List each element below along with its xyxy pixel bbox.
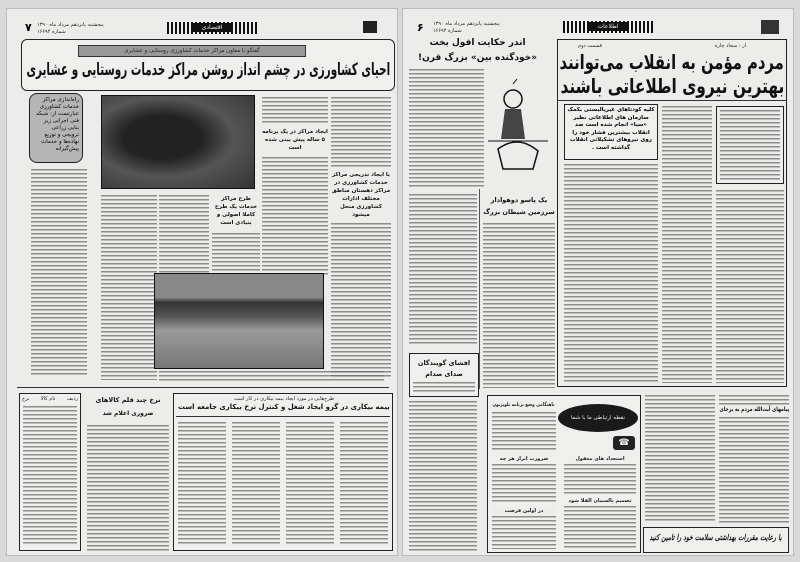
text-column	[720, 110, 780, 180]
cartoon-illustration	[483, 79, 553, 179]
text-column	[101, 195, 157, 380]
unemployment-article	[173, 393, 393, 551]
cartoon-title-2-wrap	[405, 54, 550, 63]
unemployment-headline-wrap	[178, 404, 390, 411]
banner-text-wrap	[650, 534, 782, 542]
readers-column-title: ناهنگامی وضع برنامه تلویزیون	[491, 402, 554, 408]
header-row-number: ردیف	[66, 396, 78, 402]
text-column	[87, 425, 169, 551]
rates-table	[19, 393, 81, 551]
box-title-1: افشای گویندگان	[417, 359, 471, 367]
newspaper-logo-icon	[363, 21, 377, 33]
readers-contact-badge	[558, 404, 638, 432]
text-column	[31, 169, 87, 376]
cartoon-title-1-wrap	[405, 39, 550, 48]
text-column	[262, 157, 328, 277]
text-column	[340, 422, 388, 546]
sub-head-3-wrap	[564, 498, 636, 504]
date-line: پنجشنبه پانزدهم مرداد ماه ۱۳۹۰	[37, 22, 104, 28]
section-bar	[563, 21, 653, 33]
cartoon-title-2: «خودگنده بین» بزرگ قرن!	[418, 53, 537, 63]
headline: احیای کشاورزی در چشم انداز روشن مراکز خدمات روستایی و عشایری	[26, 60, 390, 80]
sub-head-4: در اولین فرصت	[504, 508, 544, 514]
side-headline: پیامهای آیت‌الله مردم به برجای	[719, 406, 789, 413]
text-column	[409, 194, 477, 344]
article-2-title-2-wrap	[483, 209, 555, 216]
main-article	[557, 39, 787, 387]
article-2-title-1-wrap	[483, 197, 555, 204]
text-column	[716, 190, 784, 383]
headline-line-1-wrap	[560, 52, 784, 72]
cartoon-title-1: اندر حکایت افول بخت	[429, 38, 526, 48]
text-column	[212, 233, 260, 277]
sub-head-4-wrap	[492, 508, 556, 514]
unemployment-kicker: طرح‌هایی در مورد ایجاد بیمه بیکاری در کار است	[233, 396, 335, 402]
text-column	[178, 422, 226, 546]
headline-line-2: بهترین نیروی اطلاعاتی باشند	[560, 74, 784, 98]
headline-wrap	[26, 62, 390, 79]
telephone-icon: ☎	[613, 436, 635, 450]
text-column	[645, 395, 715, 523]
box-title-2-wrap	[410, 371, 478, 378]
side-box	[716, 106, 784, 184]
health-banner	[643, 527, 789, 553]
text-column	[262, 97, 328, 125]
text-column	[331, 97, 391, 167]
headline-line-2-wrap	[560, 76, 784, 96]
headline-line-1: مردم مؤمن به انقلاب می‌توانند	[559, 50, 785, 74]
text-column	[564, 164, 658, 383]
text-column	[719, 395, 789, 405]
rates-table-header	[22, 396, 78, 402]
pullquote-3: طرح مراکز خدمات یک طرح کاملا اصولی و بنیادی است	[212, 195, 260, 227]
text-column	[564, 464, 636, 494]
pullquote-4: با ایجاد تدریجی مراکز خدمات کشاورزی در مراکز دهستان مناطق مختلف ادارات کشاورزی منحل میشود	[331, 172, 391, 218]
text-column	[409, 69, 484, 189]
header-item-name: نام کالا	[40, 396, 56, 402]
unemployment-headline: بیمه بیکاری در گرو ایجاد شغل و کنترل نرخ بیکاری جامعه است	[178, 403, 390, 411]
byline: از : سجاد چاره	[714, 43, 746, 49]
kicker-box	[78, 45, 306, 57]
readers-column-title-wrap	[492, 402, 554, 408]
issue-number: شماره ۱۶۶۹۴	[433, 28, 462, 34]
headline-box	[21, 39, 395, 91]
section-label: اطلاعات	[587, 22, 628, 31]
readers-section	[487, 395, 641, 553]
sub-head-1: استعداد های مغفول	[575, 456, 625, 462]
rates-subtitle-wrap	[87, 411, 169, 417]
sub-head-2-wrap	[492, 456, 556, 462]
section-bar	[167, 22, 257, 34]
pullquote-2: ایجاد مراکز در یک برنامه ۵ ساله پیش بینی شده است	[262, 129, 328, 151]
unemployment-kicker-wrap	[178, 396, 390, 402]
page-number: ۷	[25, 21, 32, 34]
text-column	[286, 422, 334, 546]
text-column	[413, 382, 475, 394]
part-label: قسمت دوم	[578, 43, 602, 49]
banner-text: با رعایت مقررات بهداشتی سلامت خود را تامین کنید	[649, 533, 783, 542]
newspaper-logo-icon	[761, 20, 779, 34]
saddam-voice-box	[409, 353, 479, 397]
rates-title: نرخ چند قلم کالاهای	[95, 396, 161, 404]
article-2-title-2: سرزمین شیطان بزرگ	[483, 208, 555, 216]
box-title-1-wrap	[410, 360, 478, 367]
pullquote-box: راه‌اندازی مراکز خدمات کشاورزی عبارتست از: شبکه فنی اجرایی زیر بنایی زراعی ترویجی و توزیع نهاده‌ها و خدمات پیش‌گیرانه	[29, 93, 83, 163]
text-column	[492, 412, 556, 452]
sub-head-2: ضرورت ابراز هر چه	[499, 456, 549, 462]
right-page	[402, 8, 794, 556]
header-rate: نرخ	[22, 396, 30, 402]
side-headline-wrap	[719, 407, 789, 413]
text-column	[662, 106, 712, 383]
page-number: ۶	[417, 21, 424, 34]
rates-subtitle: ضروری اعلام شد	[102, 410, 154, 417]
article-2-title-1: یک پاسو دوهوادار	[490, 196, 548, 204]
text-column	[159, 195, 209, 277]
text-column	[409, 401, 477, 551]
sub-head-3: تصمیم پالسمان الفلا شود	[568, 498, 632, 504]
rates-title-wrap	[87, 397, 169, 404]
issue-number: شماره ۱۶۶۹۴	[37, 29, 66, 35]
text-column	[331, 223, 391, 379]
kicker: گفتگو با معاون مراکز خدمات کشاورزی روستایی و عشایری	[124, 48, 260, 54]
date-line: پنجشنبه پانزدهم مرداد ماه ۱۳۹۰	[433, 21, 500, 27]
text-column	[483, 223, 555, 388]
sub-head-1-wrap	[564, 456, 636, 462]
text-column	[23, 406, 77, 546]
harvest-field-photo	[154, 273, 324, 369]
text-column	[492, 516, 556, 549]
pullquote-box: کلیه کودتاهای غیرپالیستی بکمک سازمان های اطلاعاتی نظیر «سیا» انجام شده است ضد انقلاب بیشترین فشار خود را روی نیروهای تشکیلاتی انقلاب گذاشته است .	[564, 104, 658, 160]
text-column	[564, 506, 636, 549]
left-page	[6, 8, 398, 556]
box-title-2: صدای صدام	[425, 370, 463, 378]
text-column	[232, 422, 280, 546]
text-column	[719, 417, 789, 523]
farmer-plowing-photo	[101, 95, 255, 189]
readers-title: نقطه ارتباطی ما با شما	[570, 415, 626, 421]
text-column	[159, 371, 384, 381]
section-label: اقتصادی	[192, 23, 233, 32]
text-column	[492, 464, 556, 504]
